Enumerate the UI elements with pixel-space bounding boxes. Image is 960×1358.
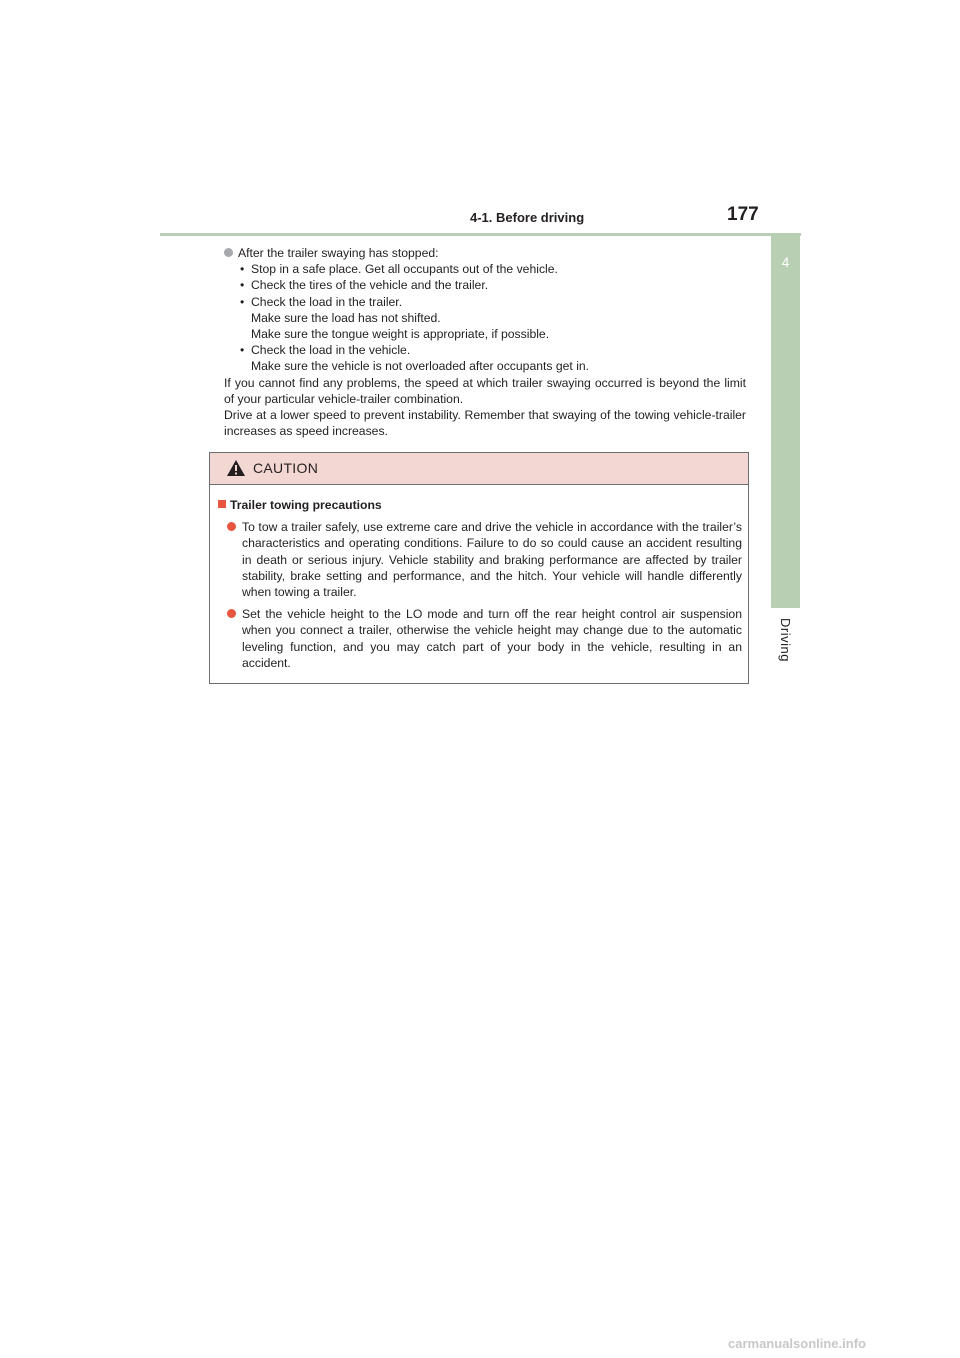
lead-text: After the trailer swaying has stopped: <box>238 246 439 260</box>
caution-box <box>209 452 749 684</box>
body-text <box>224 245 746 439</box>
bullet-text: Check the load in the trailer. <box>251 294 403 309</box>
bullet-subline: Make sure the load has not shifted. <box>251 310 441 325</box>
bullet-subline: Make sure the tongue weight is appropriate, if possible. <box>251 327 550 342</box>
caution-title: CAUTION <box>253 460 319 476</box>
body-paragraph: Drive at a lower speed to prevent instability. Remember that swaying of the towing vehicle-trailer increases as speed increases. <box>224 408 746 439</box>
bullet-item <box>224 277 746 293</box>
warning-triangle-icon <box>226 459 246 477</box>
bullet-item <box>224 342 746 358</box>
page-number: 177 <box>727 204 759 225</box>
caution-item <box>218 519 742 600</box>
watermark: carmanualsonline.info <box>728 1336 866 1351</box>
bullet-text: Stop in a safe place. Get all occupants out of the vehicle. <box>251 262 558 277</box>
red-dot-icon <box>227 609 236 618</box>
bullet-mark: • <box>240 343 245 358</box>
bullet-text: Check the tires of the vehicle and the trailer. <box>251 278 489 293</box>
bullet-item <box>224 261 746 277</box>
caution-item <box>218 606 742 671</box>
caution-body <box>210 485 748 671</box>
header-section-title: 4-1. Before driving <box>470 210 585 225</box>
body-paragraph: If you cannot find any problems, the speed at which trailer swaying occurred is beyond the limit of your particular vehicle-trailer combination. <box>224 375 746 406</box>
caution-item-text: To tow a trailer safely, use extreme care and drive the vehicle in accordance with the trailer’s characteristics and operating conditions. Failure to do so could cause an accident resulting in death or serious injury. Vehicle stability and braking performance are affected by trailer stability, brake setting and performance, and the hitch. Your vehicle will handle differently when towing a trailer. <box>242 520 742 600</box>
caution-header <box>210 453 748 485</box>
bullet-mark: • <box>240 278 245 293</box>
red-square-icon <box>218 500 226 508</box>
bullet-subline: Make sure the vehicle is not overloaded after occupants get in. <box>251 359 590 374</box>
chapter-tab-label: Driving <box>778 618 793 662</box>
chapter-tab <box>771 236 800 608</box>
caution-item-text: Set the vehicle height to the LO mode and turn off the rear height control air suspension when you connect a trailer, otherwise the vehicle height may change due to the automatic leveling function, and you may catch part of your body in the vehicle, resulting in an accident. <box>242 607 742 670</box>
lead-item <box>224 245 746 261</box>
caution-heading-text: Trailer towing precautions <box>230 498 382 512</box>
red-dot-icon <box>227 522 236 531</box>
chapter-tab-number: 4 <box>781 254 790 270</box>
gray-dot-icon <box>224 248 233 257</box>
bullet-mark: • <box>240 294 245 309</box>
bullet-text: Check the load in the vehicle. <box>251 343 411 358</box>
header-rule <box>160 233 801 236</box>
bullet-mark: • <box>240 262 245 277</box>
bullet-item <box>224 294 746 310</box>
caution-heading <box>218 497 742 513</box>
